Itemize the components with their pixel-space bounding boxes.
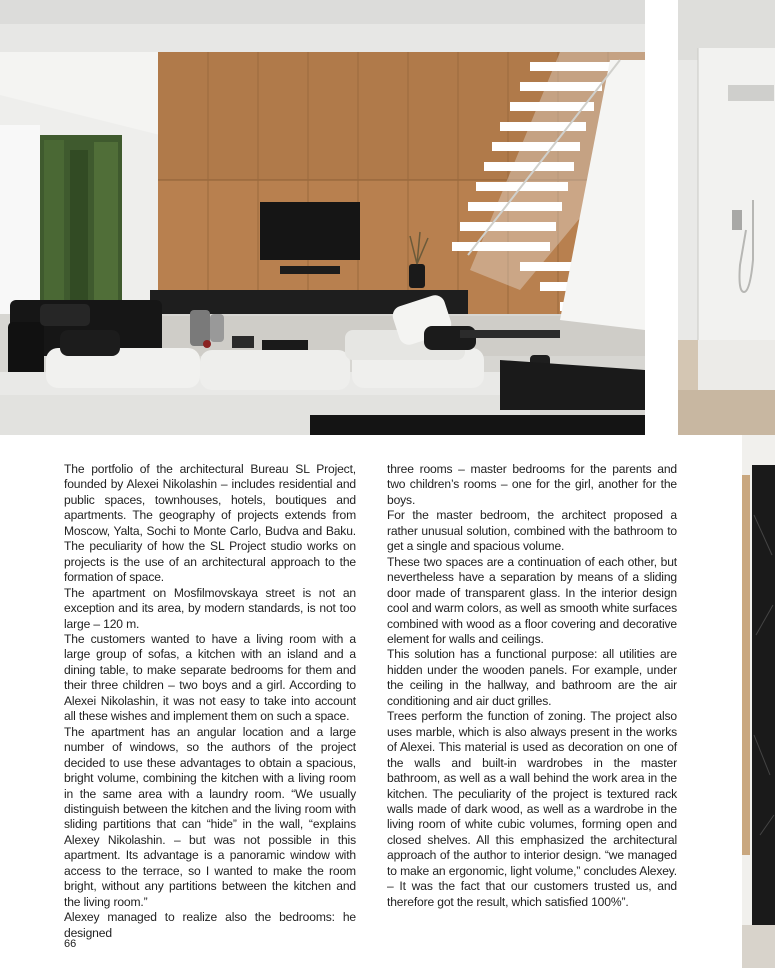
paragraph: The apartment has an angular location and a large number of windows, so the authors of the project decided to use these advantages to obtain a spacious, bright volume, combining the kitchen with a living room in the same area with a laundry room. “We usually distinguish between the kitchen and the living room with sliding partitions that can “hide” in the wall, “explains Alexey Nikolashin. – but was not possible in this apartment. Its advantage is a panoramic window with access to the terrace, so I wanted to make the room bright, without any partitions between the kitchen and the living room.” bbox=[64, 724, 356, 909]
television bbox=[260, 202, 360, 260]
paragraph: Alexey managed to realize also the bedrooms: he designed bbox=[64, 910, 356, 940]
paragraph: three rooms – master bedrooms for the parents and two children’s rooms – one for the girl, another for the boys. bbox=[387, 462, 677, 507]
living-room-photo bbox=[0, 0, 645, 435]
article-right-column bbox=[387, 462, 677, 910]
paragraph: The customers wanted to have a living room with a large group of sofas, a kitchen with an island and a dining table, to make separate bedrooms for them and their three children – two boys and a girl. According to Alexei Nikolashin, it was not easy to take into account all these wishes and implement them on such a space. bbox=[64, 631, 356, 724]
page-number: 66 bbox=[64, 938, 77, 950]
marble-wardrobe-photo bbox=[742, 435, 775, 968]
shower-bathroom-photo bbox=[678, 0, 775, 435]
paragraph: These two spaces are a continuation of each other, but nevertheless have a separation by means of a sliding door made of transparent glass. In the interior design cool and warm colors, as well as smooth white surfaces combined with wood as a floor covering and decorative element for walls and ceilings. bbox=[387, 554, 677, 646]
paragraph: This solution has a functional purpose: all utilities are hidden under the wooden panels. For example, under the ceiling in the hallway, and bathroom are the air conditioning and air duct grilles. bbox=[387, 647, 677, 708]
green-wall bbox=[40, 135, 122, 310]
paragraph: For the master bedroom, the architect proposed a rather unusual solution, combined with the bathroom to get a single and spacious volume. bbox=[387, 508, 677, 554]
paragraph: Trees perform the function of zoning. The project also uses marble, which is also always present in the works of Alexei. This material is used as decoration on one of the walls and built-in wardrobes in the master bathroom, as well as a wall behind the work area in the kitchen. The peculiarity of the project is textured rack walls made of dark wood, as well as a wardrobe in the living room of white cubic volumes, forming open and closed shelves. All this emphasized the architectural approach of the author to interior design. “we managed to make an ergonomic, light volume,” concludes Alexey. – It was the fact that our customers trusted us, and therefore got the result, which satisfied 100%”. bbox=[387, 709, 677, 909]
paragraph: The portfolio of the architectural Bureau SL Project, founded by Alexei Nikolashin – includes residential and public spaces, townhouses, hotels, boutiques and apartments. The geography of projects extends from Moscow, Yalta, Sochi to Monte Carlo, Budva and Baku. The peculiarity of how the SL Project studio works on projects is the use of an architectural approach to the formation of space. bbox=[64, 462, 356, 585]
article-left-column bbox=[64, 462, 356, 941]
paragraph: The apartment on Mosfilmovskaya street is not an exception and its area, by modern standards, is not too large – 120 m. bbox=[64, 585, 356, 631]
